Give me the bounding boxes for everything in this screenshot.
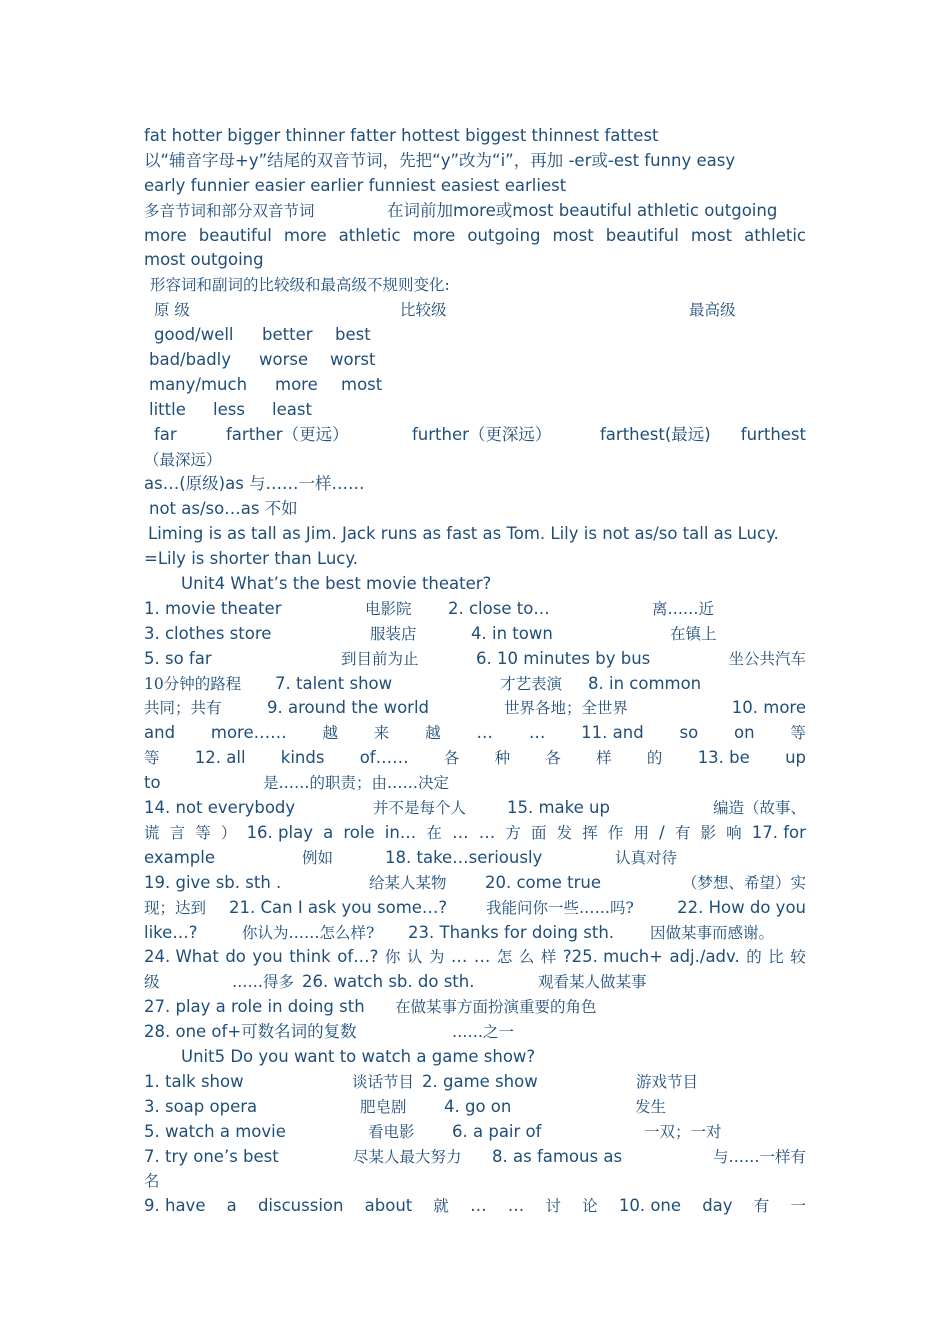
superlative-form: worst bbox=[330, 350, 376, 370]
phrase: 26. watch sb. do sth. bbox=[302, 972, 475, 992]
superlative-form: least bbox=[272, 399, 312, 419]
translation: 编造（故事、 bbox=[712, 799, 806, 818]
word: in… bbox=[384, 822, 417, 842]
word: adj./adv. bbox=[669, 947, 740, 967]
phrase: 21. Can I ask you some…? bbox=[229, 897, 448, 917]
word: 9. have bbox=[144, 1196, 206, 1216]
rule-multisyllable-line2 bbox=[144, 224, 806, 249]
translation: 电影院 bbox=[365, 599, 412, 618]
word: 用 bbox=[633, 823, 650, 842]
word: of…… bbox=[359, 748, 409, 768]
word: 论 bbox=[582, 1197, 598, 1216]
word: about bbox=[364, 1196, 413, 1216]
word: 面 bbox=[530, 823, 547, 842]
word: 一 bbox=[790, 1197, 806, 1216]
rule-one-syllable: fat hotter bigger thinner fatter hottest biggest thinnest fattest bbox=[144, 126, 659, 145]
translation: 在镇上 bbox=[670, 624, 717, 643]
superlative-form: most bbox=[341, 374, 383, 394]
word: 讨 bbox=[545, 1197, 561, 1216]
word: … bbox=[452, 822, 469, 842]
irregular-row bbox=[144, 373, 806, 398]
word: 作 bbox=[607, 823, 624, 842]
translation: 给某人某物 bbox=[369, 873, 447, 892]
word: 13. be bbox=[697, 748, 750, 768]
translation: 谈话节目 bbox=[352, 1072, 415, 1091]
unit4-line bbox=[144, 970, 806, 995]
positive-form: many/much bbox=[149, 374, 248, 394]
irregular-row-far bbox=[144, 423, 806, 448]
translation: 我能问你一些……吗? bbox=[486, 898, 634, 917]
comparative-form: less bbox=[213, 399, 245, 419]
phrase: 22. How do you bbox=[677, 897, 806, 917]
translation: 并不是每个人 bbox=[373, 799, 467, 818]
phrase: 5. so far bbox=[144, 648, 212, 668]
word: 越 bbox=[322, 724, 338, 743]
unit4-line bbox=[144, 746, 806, 771]
unit4-line bbox=[144, 647, 806, 672]
word: … bbox=[528, 723, 546, 743]
word: 认 bbox=[406, 948, 423, 967]
word: 17. for bbox=[751, 822, 806, 842]
positive-form: far bbox=[154, 424, 177, 444]
phrase: 15. make up bbox=[507, 798, 610, 818]
word: … bbox=[507, 1196, 525, 1216]
word: a bbox=[323, 822, 334, 842]
translation: 现；达到 bbox=[144, 898, 207, 917]
rule-multisyllable-line3: most outgoing bbox=[144, 250, 264, 270]
word: 等 bbox=[790, 724, 806, 743]
word: 你 bbox=[384, 948, 401, 967]
word: more…… bbox=[210, 723, 287, 743]
phrase: 8. as famous as bbox=[492, 1146, 623, 1166]
word: beautiful bbox=[198, 225, 272, 245]
phrase: 6. a pair of bbox=[452, 1121, 542, 1141]
word: 挥 bbox=[582, 823, 598, 842]
word: 等 bbox=[144, 749, 160, 768]
word: beautiful bbox=[605, 225, 679, 245]
translation: 你认为……怎么样? bbox=[242, 923, 375, 942]
unit4-line bbox=[144, 622, 806, 647]
word: … bbox=[470, 1196, 487, 1216]
word: 各 bbox=[443, 749, 460, 768]
word: role bbox=[343, 822, 375, 842]
phrase: 23. Thanks for doing sth. bbox=[408, 922, 615, 942]
phrase: 2. close to… bbox=[448, 598, 550, 618]
word: a bbox=[226, 1196, 237, 1216]
word: 各 bbox=[545, 749, 561, 768]
phrase: 4. go on bbox=[444, 1096, 512, 1116]
rule-multisyllable-text: 在词前加more或most beautiful athletic outgoing bbox=[387, 200, 778, 220]
rule-consonant-y-line2: early funnier easier earlier funniest easiest earliest bbox=[144, 175, 567, 195]
unit4-line bbox=[144, 597, 806, 622]
word: most bbox=[690, 225, 733, 245]
unit4-line bbox=[144, 1020, 806, 1045]
word: discussion bbox=[257, 1196, 344, 1216]
unit4-line bbox=[144, 921, 806, 946]
phrase: 27. play a role in doing sth bbox=[144, 997, 365, 1017]
phrase: 9. around the world bbox=[267, 698, 430, 718]
word: of…? bbox=[337, 947, 379, 967]
word: 来 bbox=[373, 724, 390, 743]
unit4-line bbox=[144, 995, 806, 1020]
positive-form: bad/badly bbox=[149, 350, 232, 370]
word: day bbox=[702, 1196, 733, 1216]
word: ?25. much+ bbox=[562, 947, 663, 967]
phrase: 7. try one’s best bbox=[144, 1146, 279, 1166]
word: 为 bbox=[428, 948, 445, 967]
unit4-line bbox=[144, 945, 806, 970]
word: 越 bbox=[425, 724, 441, 743]
word: 么 bbox=[518, 948, 535, 967]
unit4-title: Unit4 What’s the best movie theater? bbox=[181, 574, 492, 594]
word: 12. all bbox=[194, 748, 246, 768]
word: on bbox=[734, 723, 755, 743]
translation: ……得多 bbox=[232, 973, 295, 992]
phrase: like…? bbox=[144, 922, 198, 942]
irregular-row bbox=[144, 348, 806, 373]
word: 谎 bbox=[144, 823, 160, 842]
irregular-headers bbox=[144, 298, 806, 323]
unit5-line bbox=[144, 1070, 806, 1095]
positive-form: little bbox=[149, 399, 186, 419]
phrase: 19. give sb. sth . bbox=[144, 872, 282, 892]
word: 在 bbox=[426, 823, 442, 842]
word: 就 bbox=[433, 1197, 449, 1216]
word: 10. one bbox=[618, 1196, 682, 1216]
phrase: 3. clothes store bbox=[144, 623, 272, 643]
unit4-line bbox=[144, 696, 806, 721]
phrase: 20. come true bbox=[485, 872, 601, 892]
phrase: 6. 10 minutes by bus bbox=[476, 648, 651, 668]
translation: 看电影 bbox=[368, 1122, 415, 1141]
irregular-row bbox=[144, 323, 806, 348]
word: to bbox=[144, 773, 161, 793]
translation: 级 bbox=[144, 973, 160, 992]
unit4-line bbox=[144, 771, 806, 796]
translation: 游戏节目 bbox=[636, 1072, 699, 1091]
word: … bbox=[450, 947, 468, 967]
superlative-form-2: furthest bbox=[740, 424, 806, 444]
comparative-form: farther（更远） bbox=[226, 424, 349, 444]
translation: 到目前为止 bbox=[341, 649, 419, 668]
translation: 在做某事方面扮演重要的角色 bbox=[395, 998, 597, 1017]
word: more bbox=[144, 225, 187, 245]
word: 有 bbox=[674, 823, 691, 842]
translation: 尽某人最大努力 bbox=[353, 1147, 462, 1166]
word: … bbox=[478, 822, 496, 842]
word: 种 bbox=[494, 749, 511, 768]
unit5-line: 名 bbox=[144, 1172, 160, 1191]
word: athletic bbox=[338, 225, 401, 245]
word: 的 bbox=[746, 948, 762, 967]
word: and bbox=[144, 723, 176, 743]
header-superlative: 最高级 bbox=[689, 301, 736, 320]
unit5-title: Unit5 Do you want to watch a game show? bbox=[181, 1046, 536, 1066]
rule-multisyllable-line1 bbox=[144, 199, 806, 224]
rule-consonant-y-line1 bbox=[144, 149, 806, 174]
rule-consonant-y-text: 以“辅音字母+y”结尾的双音节词，先把“y”改为“i”，再加 -er或-est funny easy bbox=[144, 150, 736, 170]
word: 等 bbox=[195, 823, 211, 842]
translation: 一双；一对 bbox=[644, 1122, 722, 1141]
phrase: 7. talent show bbox=[275, 673, 393, 693]
phrase: 18. take…seriously bbox=[385, 847, 543, 867]
phrase: 4. in town bbox=[471, 623, 553, 643]
translation: 坐公共汽车 bbox=[728, 649, 806, 668]
comparative-form: better bbox=[262, 325, 313, 345]
word: 发 bbox=[556, 823, 573, 842]
word: 方 bbox=[505, 823, 521, 842]
header-comparative: 比较级 bbox=[400, 301, 447, 320]
unit4-line bbox=[144, 796, 806, 821]
word: more bbox=[283, 225, 327, 245]
word: / bbox=[659, 822, 665, 842]
phrase: 1. movie theater bbox=[144, 598, 282, 618]
comparative-form: more bbox=[275, 374, 318, 394]
phrase: 5. watch a movie bbox=[144, 1121, 286, 1141]
unit4-line bbox=[144, 821, 806, 846]
superlative-form: farthest(最远) bbox=[600, 424, 711, 444]
word: more bbox=[412, 225, 456, 245]
word: 的 bbox=[646, 749, 663, 768]
translation: 服装店 bbox=[370, 624, 417, 643]
unit4-line bbox=[144, 896, 806, 921]
word: 怎 bbox=[496, 948, 513, 967]
unit5-line bbox=[144, 1095, 806, 1120]
word: 样 bbox=[540, 948, 557, 967]
unit4-line bbox=[144, 846, 806, 871]
word: 影 bbox=[700, 823, 716, 842]
irregular-row-far-cont: （最深远） bbox=[144, 450, 222, 469]
word: ） bbox=[220, 823, 237, 842]
word: 有 bbox=[753, 1197, 770, 1216]
translation: 认真对待 bbox=[615, 848, 678, 867]
translation: 例如 bbox=[302, 848, 334, 867]
word: kinds bbox=[280, 748, 325, 768]
unit4-line bbox=[144, 721, 806, 746]
word: example bbox=[144, 847, 216, 867]
word: 11. and bbox=[581, 723, 644, 743]
unit5-line bbox=[144, 1145, 806, 1170]
unit4-line bbox=[144, 871, 806, 896]
word: up bbox=[785, 748, 806, 768]
word: think bbox=[289, 947, 331, 967]
translation: 是……的职责；由……决定 bbox=[263, 774, 450, 793]
phrase: 3. soap opera bbox=[144, 1096, 258, 1116]
translation: 10分钟的路程 bbox=[144, 674, 242, 693]
phrase: 8. in common bbox=[588, 673, 702, 693]
word: 24. What bbox=[144, 947, 219, 967]
word: athletic bbox=[744, 225, 806, 245]
word: 响 bbox=[726, 823, 742, 842]
not-as-rule: not as/so…as 不如 bbox=[149, 499, 298, 519]
word: so bbox=[679, 723, 699, 743]
word: do bbox=[225, 947, 246, 967]
translation: 发生 bbox=[635, 1097, 667, 1116]
word: … bbox=[476, 723, 493, 743]
unit4-line bbox=[144, 672, 806, 697]
rule-multisyllable-label: 多音节词和部分双音节词 bbox=[144, 201, 315, 220]
translation: 共同；共有 bbox=[144, 699, 222, 718]
header-positive: 原 级 bbox=[154, 301, 190, 320]
positive-form: good/well bbox=[154, 325, 234, 345]
word: 比 bbox=[768, 948, 784, 967]
unit5-line bbox=[144, 1120, 806, 1145]
irregular-row bbox=[144, 398, 806, 423]
comparative-form-2: further（更深远） bbox=[412, 424, 552, 444]
translation: 离……近 bbox=[652, 599, 715, 618]
word: 16. play bbox=[246, 822, 313, 842]
translation: 因做某事而感谢。 bbox=[650, 923, 775, 942]
translation: 世界各地；全世界 bbox=[504, 699, 629, 718]
translation: 肥皂剧 bbox=[360, 1097, 407, 1116]
phrase: 1. talk show bbox=[144, 1071, 244, 1091]
word: 较 bbox=[790, 948, 806, 967]
unit5-line bbox=[144, 1194, 806, 1219]
superlative-form: best bbox=[335, 325, 371, 345]
translation: （梦想、希望）实 bbox=[681, 873, 806, 892]
examples-line1: Liming is as tall as Jim. Jack runs as fast as Tom. Lily is not as/so tall as Lucy. bbox=[148, 524, 779, 544]
phrase: 28. one of+可数名词的复数 bbox=[144, 1022, 357, 1042]
phrase: 2. game show bbox=[422, 1071, 538, 1091]
translation: 观看某人做某事 bbox=[538, 973, 647, 992]
comparative-form: worse bbox=[259, 350, 309, 370]
irregular-title: 形容词和副词的比较级和最高级不规则变化: bbox=[150, 276, 450, 295]
word: outgoing bbox=[467, 225, 541, 245]
word: you bbox=[252, 947, 283, 967]
word: 言 bbox=[169, 823, 186, 842]
word: 样 bbox=[596, 749, 612, 768]
translation: 才艺表演 bbox=[500, 674, 563, 693]
translation: ……之一 bbox=[452, 1023, 515, 1042]
document-body bbox=[144, 124, 806, 1219]
phrase: 14. not everybody bbox=[144, 798, 296, 818]
phrase: 10. more bbox=[731, 698, 806, 718]
word: most bbox=[552, 225, 594, 245]
translation: 与……一样有 bbox=[712, 1147, 806, 1166]
as-rule: as…(原级)as 与……一样…… bbox=[144, 474, 365, 494]
word: … bbox=[473, 947, 491, 967]
examples-line2: =Lily is shorter than Lucy. bbox=[144, 549, 359, 569]
